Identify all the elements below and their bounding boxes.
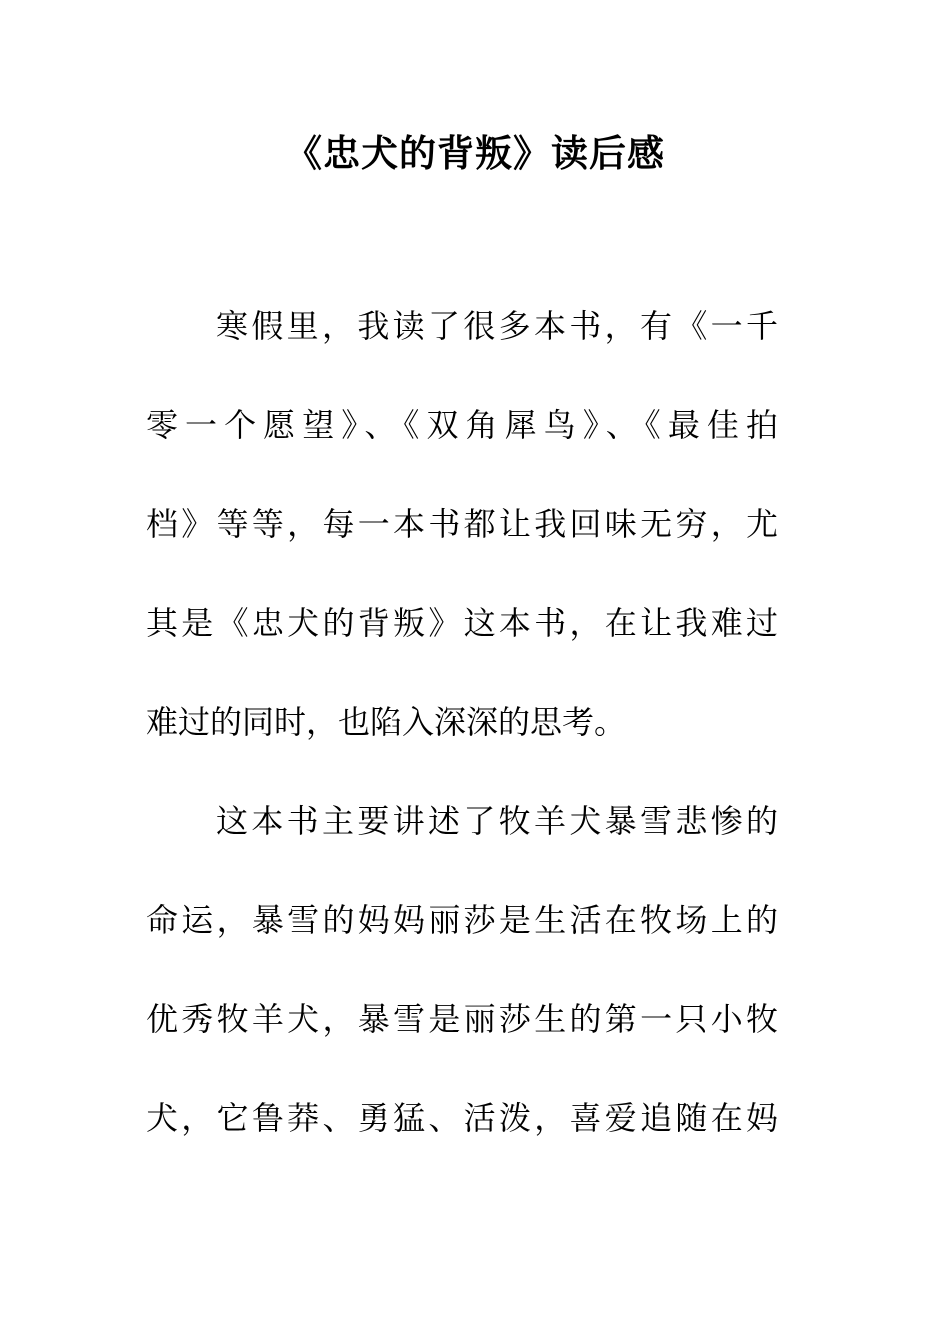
text-line: 命运，暴雪的妈妈丽莎是生活在牧场上的 <box>146 901 778 939</box>
text-line: 其是《忠犬的背叛》这本书，在让我难过 <box>146 604 778 642</box>
text-line: 零一个愿望》、《双角犀鸟》、《最佳拍 <box>146 406 778 444</box>
text-line: 优秀牧羊犬，暴雪是丽莎生的第一只小牧 <box>146 1000 778 1038</box>
text-line: 难过的同时，也陷入深深的思考。 <box>146 703 627 741</box>
text-line: 犬，它鲁莽、勇猛、活泼，喜爱追随在妈 <box>146 1099 778 1137</box>
document-title: 《忠犬的背叛》读后感 <box>285 132 665 175</box>
text-line: 寒假里，我读了很多本书，有《一千 <box>216 307 778 345</box>
document-body <box>146 292 778 1183</box>
text-line: 这本书主要讲述了牧羊犬暴雪悲惨的 <box>216 802 778 840</box>
text-line: 档》等等，每一本书都让我回味无穷，尤 <box>146 505 778 543</box>
